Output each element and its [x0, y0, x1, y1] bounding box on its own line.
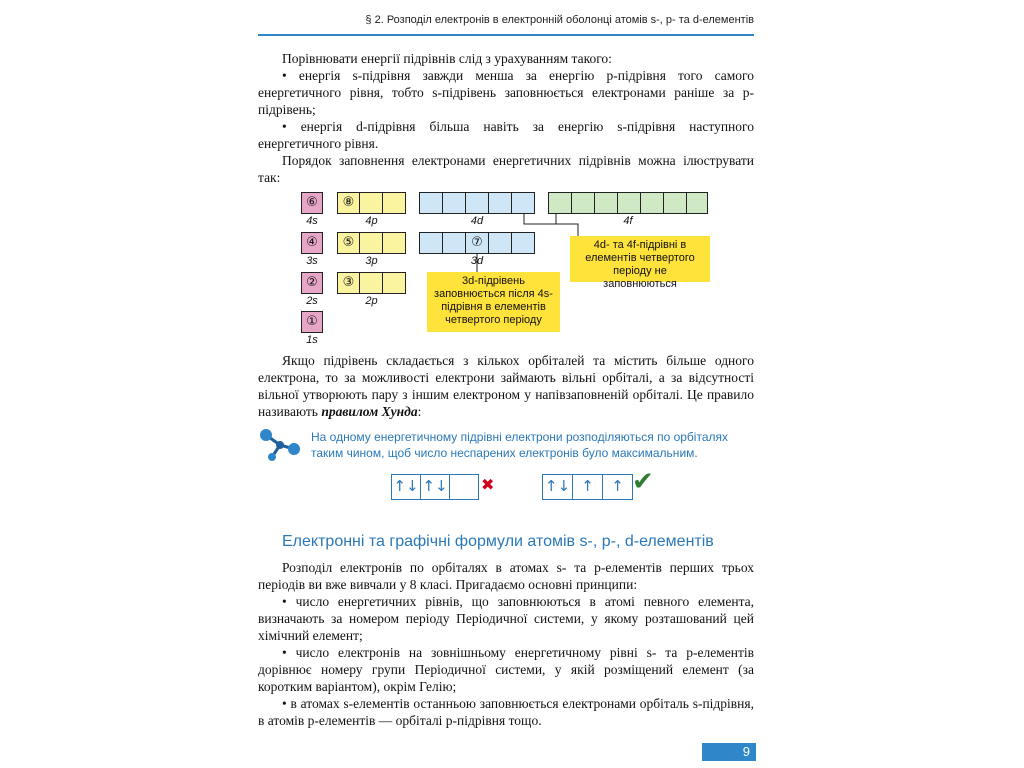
- label-4p: 4p: [365, 215, 378, 227]
- bullet-levels: • число енергетичних рівнів, що заповнюються в атомі певного елемента, визначають за номером періоду Періодичної системи, у якому розташований цей хімічний елемент;: [258, 594, 754, 643]
- hund-rule-term: правилом Хунда: [321, 404, 418, 419]
- paragraph-intro: Порівнювати енергії підрівнів слід з урахуванням такого:: [282, 51, 612, 66]
- orbital-box: ↑: [602, 474, 633, 500]
- cell-4p: ⑧: [337, 192, 360, 214]
- label-4s: 4s: [306, 215, 318, 227]
- paragraph-hund: [258, 352, 754, 420]
- cell-3d-3: ⑦: [465, 232, 489, 254]
- cell-3p: ⑤: [337, 232, 360, 254]
- label-4f: 4f: [623, 215, 633, 227]
- note-4d-4f: 4d- та 4f-підрівні в елементів четвертого періоду не заповнюються: [570, 236, 710, 282]
- page-number: 9: [702, 743, 756, 761]
- running-header: § 2. Розподіл електронів в електронній оболонці атомів s-, p- та d-елементів: [365, 14, 754, 26]
- bullet-outer-electrons: • число електронів на зовнішньому енергетичному рівні s- та p-елементів дорівнює номеру групи Періодичної системи, у якій розміщений елемент (за коротким варіантом), окрім Гелію;: [258, 645, 754, 694]
- cell-1s: ①: [301, 311, 323, 333]
- label-4d: 4d: [470, 215, 484, 227]
- cell-3s: ④: [301, 232, 323, 254]
- hund-colon: :: [417, 404, 422, 419]
- orbital-box: ↑: [572, 474, 603, 500]
- cell-2s: ②: [301, 272, 323, 294]
- cell-2p: ③: [337, 272, 360, 294]
- orbital-box: [449, 474, 479, 500]
- molecule-icon: [258, 427, 302, 463]
- label-2p: 2p: [365, 295, 378, 307]
- section-intro: Розподіл електронів по орбіталях в атомах s- та p-елементів перших трьох періодів ви вже вивчали у 8 класі. Пригадаємо основні принципи:: [258, 560, 754, 592]
- label-3s: 3s: [306, 255, 318, 267]
- orbital-box: ↑↓: [420, 474, 450, 500]
- section-title: Електронні та графічні формули атомів s-, p-, d-елементів: [282, 533, 714, 550]
- hund-text: Якщо підрівень складається з кількох орбіталей та містить більше одного електрона, то за можливості електрони займають вільні орбіталі, а за відсутності вільної утворюють пару з іншим електроном у напівзаповненій орбіталі. Це правило називають: [258, 353, 754, 419]
- orbital-box: ↑↓: [391, 474, 421, 500]
- label-1s: 1s: [306, 334, 318, 346]
- label-3p: 3p: [365, 255, 378, 267]
- orbital-box: ↑↓: [542, 474, 573, 500]
- bullet-d-sublevel: • енергія d-підрівня більша навіть за енергію s-підрівня наступного енергетичного рівня.: [258, 119, 754, 151]
- label-2s: 2s: [306, 295, 318, 307]
- check-mark-icon: ✔: [632, 467, 654, 497]
- cell-4s: ⑥: [301, 192, 323, 214]
- bullet-last-orbital: • в атомах s-елементів останньою заповнюється електронами орбіталь s-підрівня, в атомів p-елементів — орбіталі p-підрівня тощо.: [258, 696, 754, 728]
- label-3d: 3d: [470, 255, 484, 267]
- hund-rule-text: На одному енергетичному підрівні електрони розподіляються по орбіталях таким чином, щоб число неспарених електронів було максимальним.: [311, 430, 728, 460]
- paragraph-order: Порядок заповнення електронами енергетичних підрівнів можна ілюструвати так:: [258, 153, 754, 185]
- note-3d: 3d-підрівень заповнюється після 4s-підрівня в елементів четвертого періоду: [427, 272, 560, 332]
- wrong-mark-icon: ✖: [481, 475, 495, 494]
- bullet-s-sublevel: • енергія s-підрівня завжди менша за енергію p-підрівня того самого енергетичного рівня, тобто s-підрівень заповнюється електронами раніше за p-підрівень;: [258, 68, 754, 117]
